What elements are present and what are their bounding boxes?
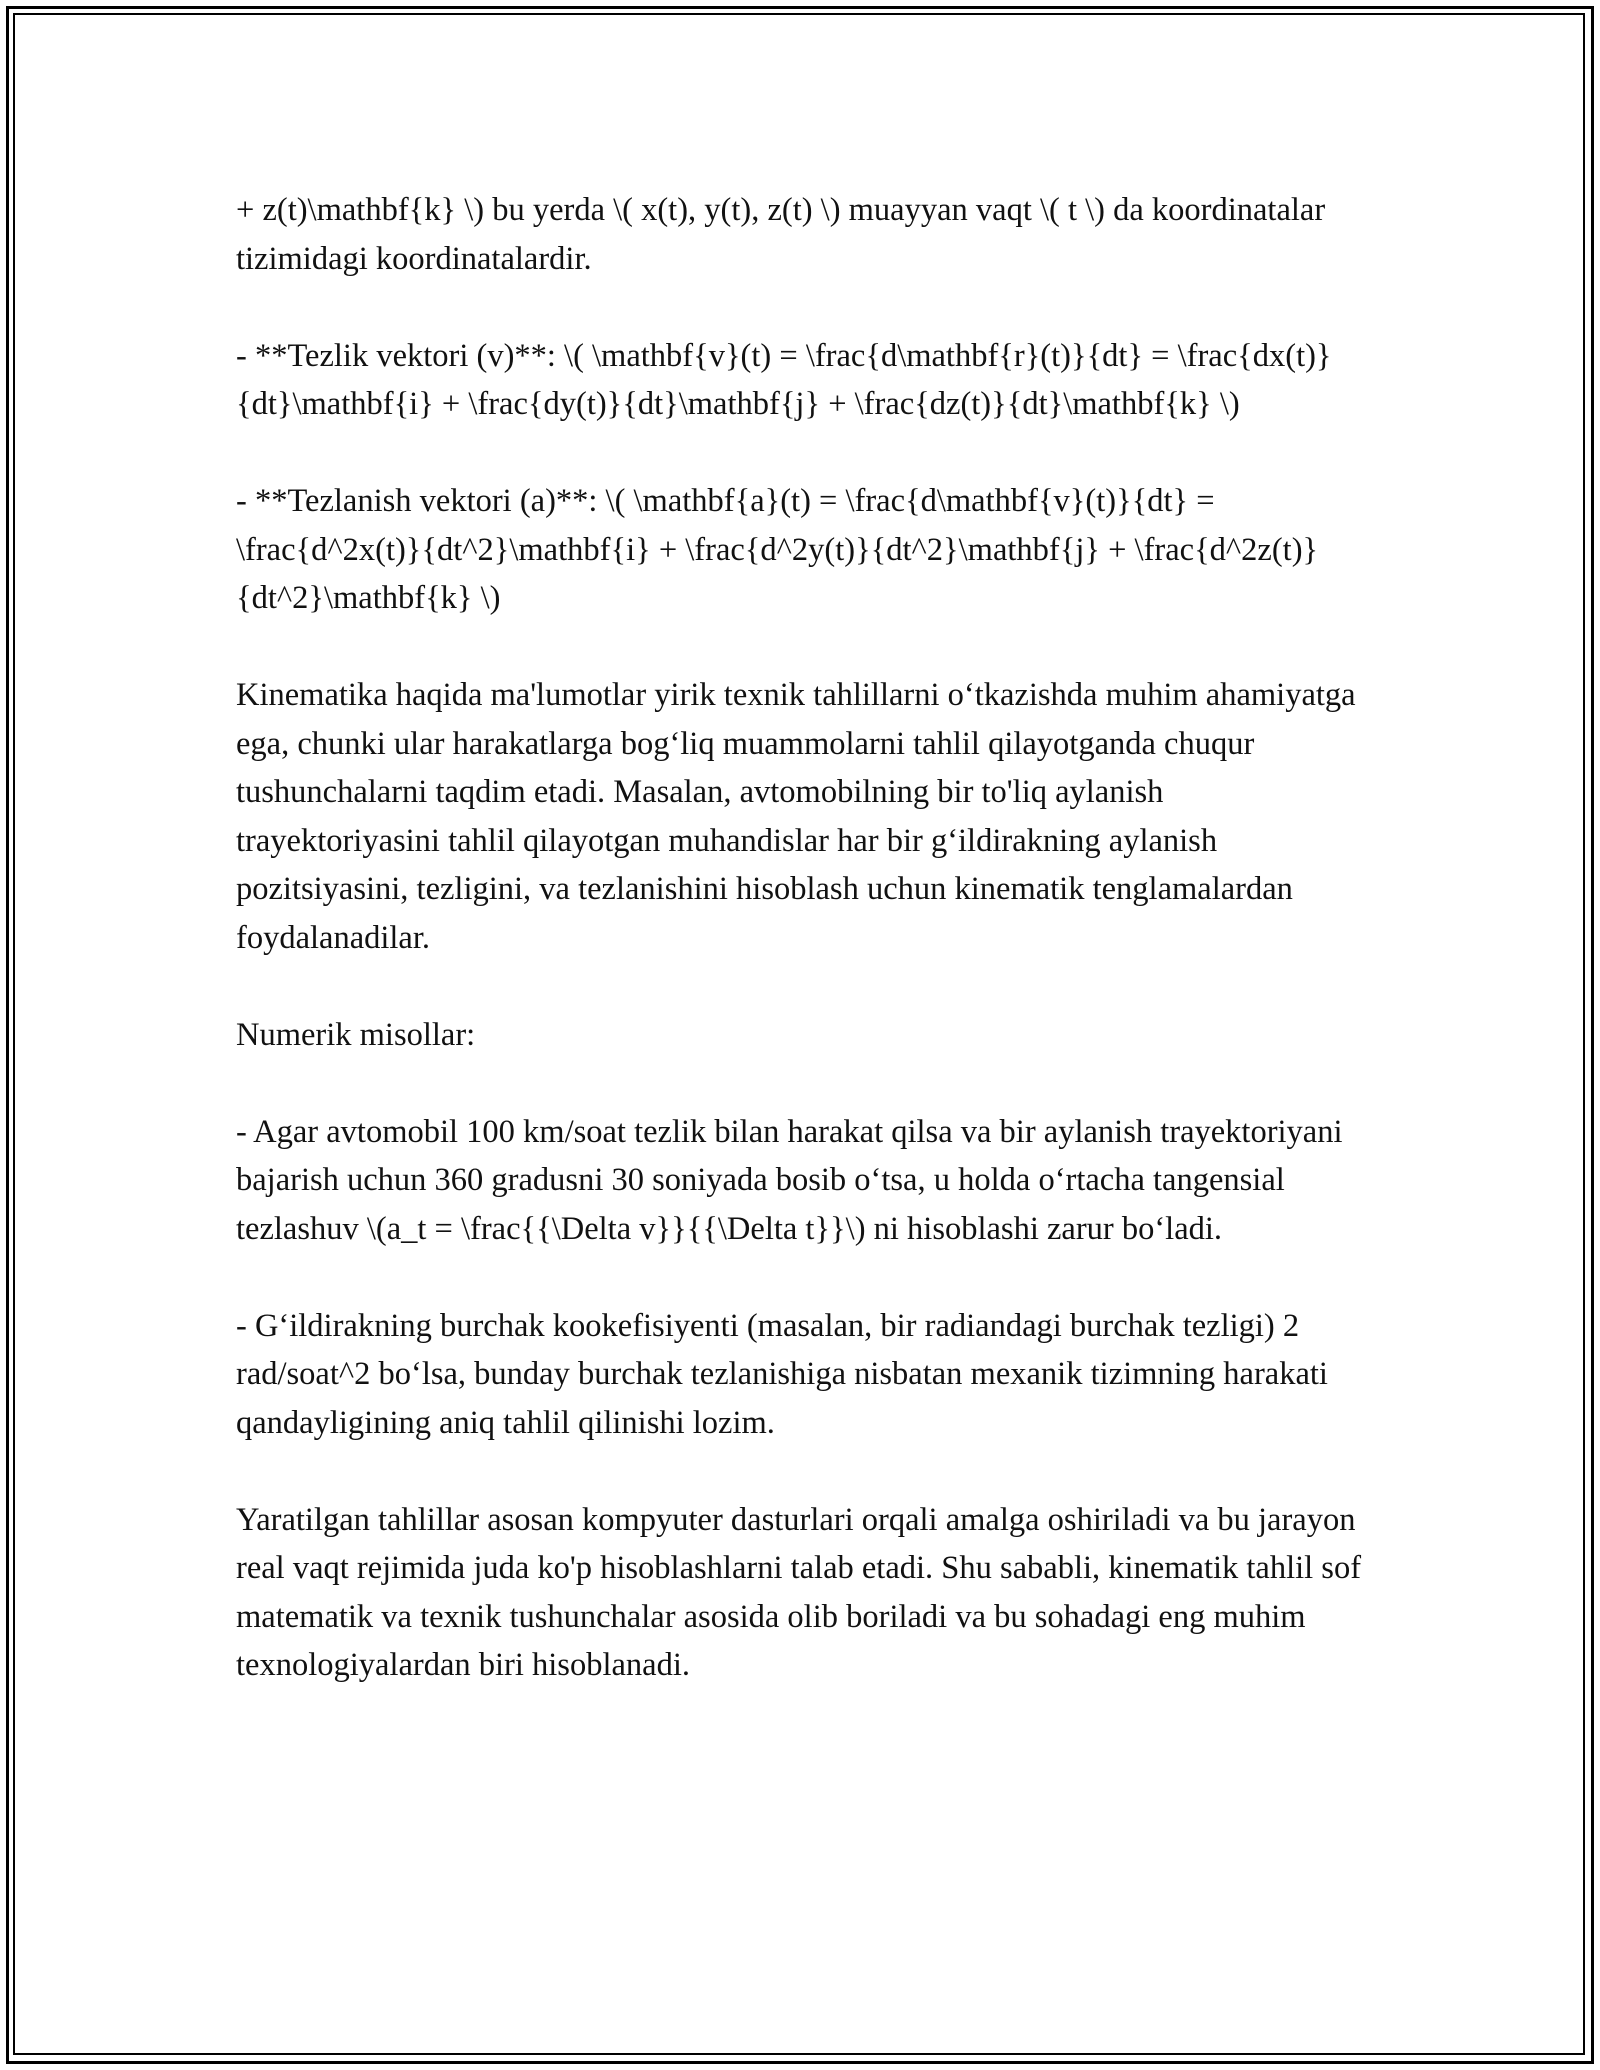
numeric-example-1: - Agar avtomobil 100 km/soat tezlik bilan harakat qilsa va bir aylanish trayektoriyani bajarish uchun 360 gradusni 30 soniyada bosib o‘tsa, u holda o‘rtacha tangensial tezlashuv \(a_t = \frac{{\Delta v}}{{\Delta t}}\) ni hisoblashi zarur bo‘ladi.	[236, 1113, 1343, 1247]
conclusion-paragraph: Yaratilgan tahlillar asosan kompyuter dasturlari orqali amalga oshiriladi va bu jarayon real vaqt rejimida juda ko'p hisoblashlarni talab etadi. Shu sababli, kinematik tahlil sof matematik va texnik tushunchalar asosida olib boriladi va bu sohadagi eng muhim texnologiyalardan biri hisoblanadi.	[236, 1501, 1362, 1683]
acceleration-vector-item: - **Tezlanish vektori (a)**: \( \mathbf{a}(t) = \frac{d\mathbf{v}(t)}{dt} = \frac{d^2x(t)}{dt^2}\mathbf{i} + \frac{d^2y(t)}{dt^2}\mathbf{j} + \frac{d^2z(t)}{dt^2}\mathbf{k} \)	[236, 483, 1319, 616]
kinematics-importance-paragraph: Kinematika haqida ma'lumotlar yirik texnik tahlillarni o‘tkazishda muhim ahamiyatga ega, chunki ular harakatlarga bog‘liq muammolarni tahlil qilayotganda chuqur tushunchalarni taqdim etadi. Masalan, avtomobilning bir to'liq aylanish trayektoriyasini tahlil qilayotgan muhandislar har bir g‘ildirakning aylanish pozitsiyasini, tezligini, va tezlanishini hisoblash uchun kinematik tenglamalardan foydalanadilar.	[236, 677, 1356, 956]
document-body	[236, 186, 1366, 1738]
numeric-examples-heading: Numerik misollar:	[236, 1016, 476, 1053]
velocity-vector-item: - **Tezlik vektori (v)**: \( \mathbf{v}(t) = \frac{d\mathbf{r}(t)}{dt} = \frac{dx(t)}{dt}\mathbf{i} + \frac{dy(t)}{dt}\mathbf{j} + \frac{dz(t)}{dt}\mathbf{k} \)	[236, 337, 1332, 422]
position-vector-continuation: + z(t)\mathbf{k} \) bu yerda \( x(t), y(t), z(t) \) muayyan vaqt \( t \) da koordinatalar tizimidagi koordinatalardir.	[236, 192, 1326, 277]
numeric-example-2: - G‘ildirakning burchak kookefisiyenti (masalan, bir radiandagi burchak tezligi) 2 rad/soat^2 bo‘lsa, bunday burchak tezlanishiga nisbatan mexanik tizimning harakati qandayligining aniq tahlil qilinishi lozim.	[236, 1307, 1328, 1441]
